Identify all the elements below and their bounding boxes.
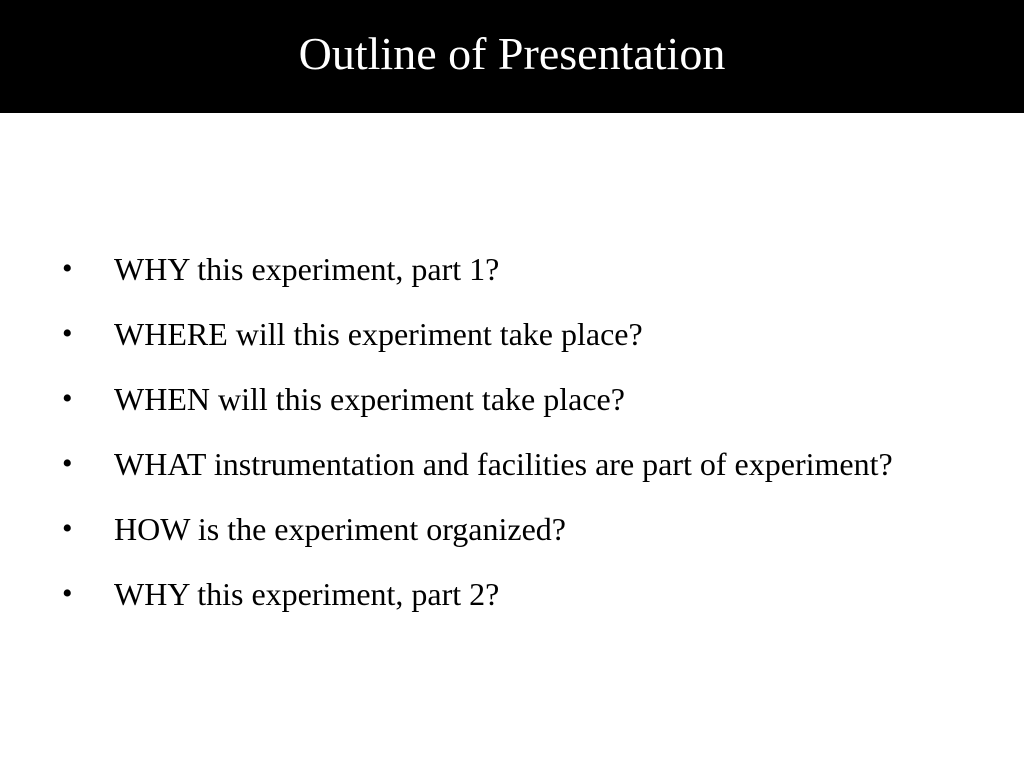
bullet-icon: • (62, 317, 73, 350)
bullet-item (0, 506, 1024, 552)
bullet-item (0, 571, 1024, 617)
bullet-item (0, 311, 1024, 357)
bullet-text: WHEN will this experiment take place? (114, 381, 625, 417)
bullet-text: HOW is the experiment organized? (114, 511, 566, 547)
bullet-item (0, 376, 1024, 422)
bullet-icon: • (62, 447, 73, 480)
bullet-icon: • (62, 512, 73, 545)
bullet-text: WHY this experiment, part 2? (114, 576, 500, 612)
bullet-icon: • (62, 577, 73, 610)
bullet-text: WHERE will this experiment take place? (114, 316, 643, 352)
bullet-item (0, 246, 1024, 292)
bullet-item (0, 441, 1024, 487)
slide-title: Outline of Presentation (298, 27, 726, 79)
bullet-text: WHY this experiment, part 1? (114, 251, 500, 287)
title-bar (0, 0, 1024, 113)
bullet-icon: • (62, 252, 73, 285)
bullet-text: WHAT instrumentation and facilities are part of experiment? (114, 446, 893, 482)
bullet-list (0, 246, 1024, 636)
bullet-icon: • (62, 382, 73, 415)
